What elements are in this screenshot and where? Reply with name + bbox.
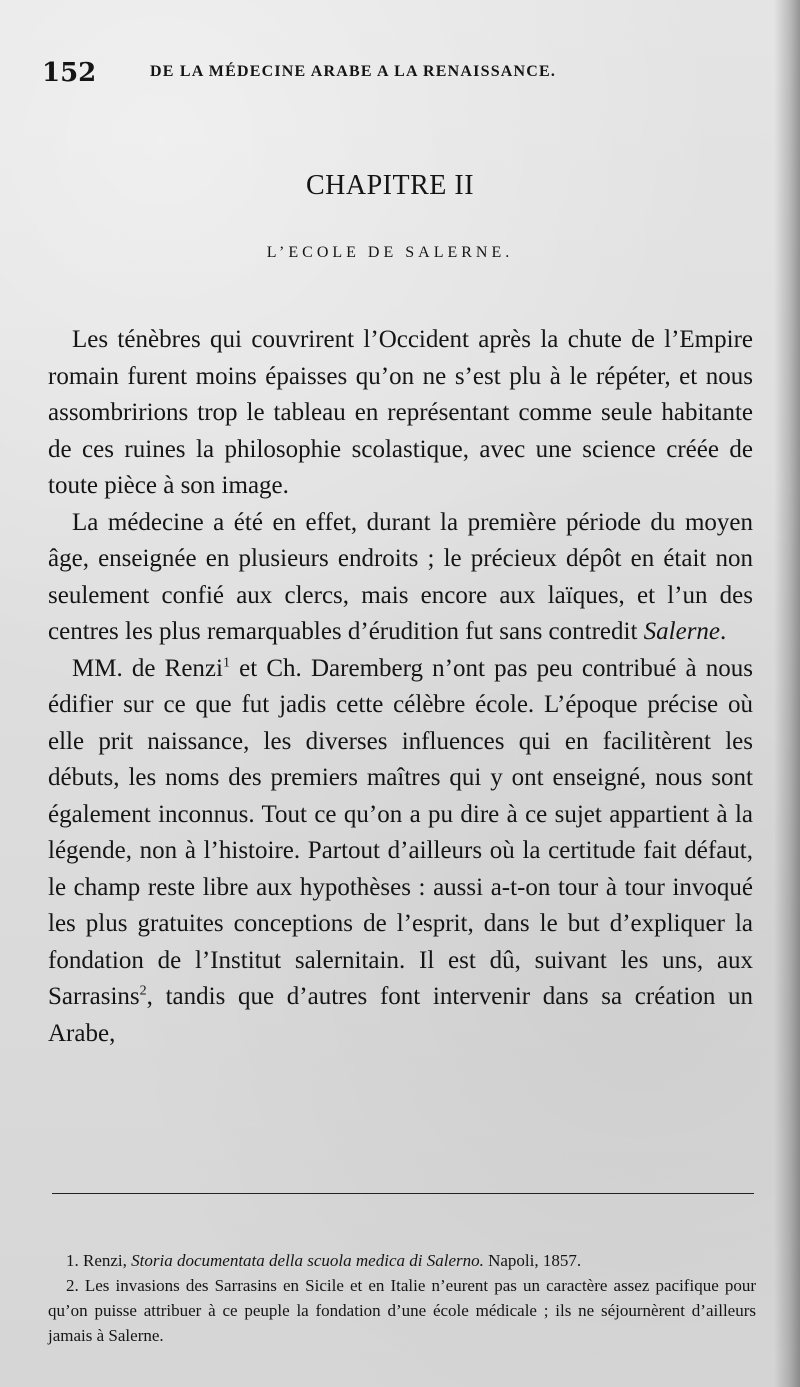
body-text bbox=[48, 322, 753, 1052]
chapter-subtitle: L’ECOLE DE SALERNE. bbox=[266, 244, 514, 261]
paragraph-2-text: La médecine a été en effet, durant la première période du moyen âge, enseignée en plusieurs endroits ; le précieux dépôt en était non seulement confié aux clercs, mais encore aux laïques, et l’un des centres les plus remarquables d’érudition fut sans contredit bbox=[48, 508, 753, 645]
footnote-1-title: Storia documentata della scuola medica di Salerno. bbox=[131, 1251, 484, 1270]
paragraph-2-italic: Salerne bbox=[643, 618, 721, 645]
footnote-ref-1: 1 bbox=[222, 655, 230, 671]
paragraph-3 bbox=[48, 651, 753, 1053]
running-head: DE LA MÉDECINE ARABE A LA RENAISSANCE. bbox=[150, 63, 557, 80]
paragraph-2-end: . bbox=[720, 618, 727, 645]
footnote-1 bbox=[48, 1248, 756, 1273]
footnotes bbox=[48, 1248, 756, 1348]
footnote-1-end: Napoli, 1857. bbox=[483, 1251, 582, 1270]
paragraph-1: Les ténèbres qui couvrirent l’Occident après la chute de l’Empire romain furent moins épaisses qu’on ne s’est plu à le répéter, et nous assombririons trop le tableau en représentant comme seule habitante de ces ruines la philosophie scolastique, avec une science créée de toute pièce à son image. bbox=[48, 326, 753, 499]
footnote-1-start: 1. Renzi, bbox=[66, 1251, 132, 1270]
footnote-ref-2: 2 bbox=[139, 983, 147, 999]
paragraph-3-middle: et Ch. Daremberg n’ont pas peu contribué à nous édifier sur ce que fut jadis cette célèbre école. L’époque précise où elle prit naissance, les diverses influences qui en facilitèrent les débuts, les noms des premiers maîtres qui y ont enseigné, nous sont également inconnus. Tout ce qu’on a pu dire à ce sujet appartient à la légende, non à l’histoire. Partout d’ailleurs où la certitude fait défaut, le champ reste libre aux hypothèses : aussi a-t-on tour à tour invoqué les plus gratuites conceptions de l’esprit, dans le but d’expliquer la fondation de l’Institut salernitain. Il est dû, suivant les uns, aux Sarrasins bbox=[48, 654, 753, 1010]
paragraph-3-start: MM. de Renzi bbox=[72, 654, 223, 682]
chapter-title: CHAPITRE II bbox=[305, 170, 475, 201]
footnote-2: 2. Les invasions des Sarrasins en Sicile et en Italie n’eurent pas un caractère assez pacifique pour qu’on puisse attribuer à ce peuple la fondation d’une école médicale ; ils ne séjournèrent d’ailleurs jamais à Salerne. bbox=[48, 1276, 756, 1345]
footnote-divider bbox=[52, 1193, 754, 1194]
page-header bbox=[42, 58, 742, 88]
paragraph-2 bbox=[48, 505, 753, 651]
page-number: 152 bbox=[42, 58, 97, 88]
paragraph-3-end: , tandis que d’autres font intervenir dans sa création un Arabe, bbox=[48, 983, 753, 1047]
page-edge-shadow bbox=[774, 0, 800, 1387]
